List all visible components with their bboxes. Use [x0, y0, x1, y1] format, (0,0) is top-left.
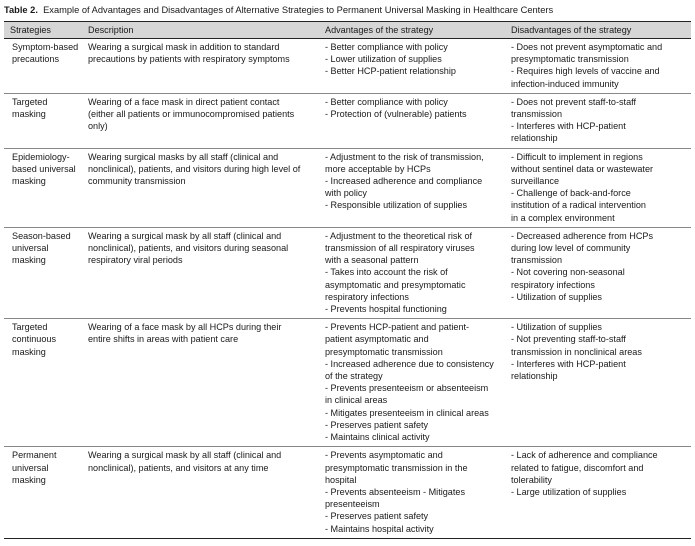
table-row [4, 148, 691, 227]
description-line: Wearing surgical masks by all staff (clinical and [88, 151, 279, 162]
description-line: Wearing of a face mask by all HCPs during their [88, 322, 282, 333]
description-line: Wearing a surgical mask by all staff (clinical and [88, 450, 282, 461]
advantages-line: - Better HCP-patient relationship [325, 66, 456, 77]
advantages-line: - Prevents HCP-patient and patient- [325, 322, 470, 333]
description-cell [82, 39, 319, 94]
strategy-line: masking [12, 255, 46, 266]
description-line: nonclinical), patients, and visitors during seasonal [88, 243, 289, 254]
advantages-line: presymptomatic transmission in the [325, 462, 468, 473]
disadvantages-line: - Utilization of supplies [511, 291, 602, 302]
strategy-line: based universal [12, 163, 76, 174]
disadvantages-line: during low level of community [511, 243, 631, 254]
description-cell [82, 93, 319, 148]
table-row [4, 319, 691, 447]
table-row [4, 93, 691, 148]
disadvantages-line: - Interferes with HCP-patient [511, 358, 626, 369]
advantages-line: - Takes into account the risk of [325, 267, 448, 278]
advantages-line: - Lower utilization of supplies [325, 54, 442, 65]
disadvantages-line: - Not covering non-seasonal [511, 267, 625, 278]
disadvantages-line: - Requires high levels of vaccine and [511, 66, 660, 77]
description-line: only) [88, 121, 108, 132]
disadvantages-line: - Does not prevent staff-to-staff [511, 96, 637, 107]
description-line: respiratory viral periods [88, 255, 183, 266]
strategy-cell [4, 227, 82, 318]
disadvantages-line: relationship [511, 371, 558, 382]
table-row [4, 227, 691, 318]
disadvantages-line: presymptomatic transmission [511, 54, 629, 65]
advantages-cell [319, 447, 505, 538]
disadvantages-line: - Utilization of supplies [511, 322, 602, 333]
advantages-line: - Maintains hospital activity [325, 523, 434, 534]
advantages-line: - Preserves patient safety [325, 511, 429, 522]
strategy-line: Targeted [12, 322, 48, 333]
description-line: entire shifts in areas with patient care [88, 334, 239, 345]
advantages-cell [319, 39, 505, 94]
advantages-line: - Better compliance with policy [325, 42, 448, 52]
advantages-line: - Increased adherence and compliance [325, 176, 483, 187]
advantages-line: presenteeism [325, 499, 380, 510]
table-row [4, 39, 691, 94]
table-title: Example of Advantages and Disadvantages of Alternative Strategies to Permanent Universal Masking in Healthcare Centers [43, 5, 554, 15]
strategies-table [4, 21, 691, 539]
strategy-cell [4, 319, 82, 447]
disadvantages-line: transmission [511, 109, 563, 120]
advantages-line: - Prevents absenteeism - Mitigates [325, 486, 465, 497]
disadvantages-line: transmission in nonclinical areas [511, 346, 642, 357]
advantages-line: - Preserves patient safety [325, 419, 429, 430]
description-line: nonclinical), patients, and visitors at any time [88, 462, 269, 473]
disadvantages-cell [505, 93, 691, 148]
disadvantages-line: tolerability [511, 474, 552, 485]
advantages-line: asymptomatic and presymptomatic [325, 279, 466, 290]
advantages-cell [319, 227, 505, 318]
disadvantages-cell [505, 227, 691, 318]
advantages-line: - Responsible utilization of supplies [325, 200, 468, 211]
header-description: Description [82, 22, 319, 39]
description-cell [82, 148, 319, 227]
disadvantages-line: related to fatigue, discomfort and [511, 462, 644, 473]
header-advantages: Advantages of the strategy [319, 22, 505, 39]
advantages-cell [319, 148, 505, 227]
description-line: Wearing of a face mask in direct patient contact [88, 96, 280, 107]
advantages-cell [319, 319, 505, 447]
advantages-line: with policy [325, 188, 367, 199]
disadvantages-cell [505, 148, 691, 227]
strategy-line: masking [12, 346, 46, 357]
description-line: Wearing a surgical mask by all staff (clinical and [88, 230, 282, 241]
disadvantages-cell [505, 39, 691, 94]
strategy-line: Epidemiology- [12, 151, 70, 162]
disadvantages-line: - Not preventing staff-to-staff [511, 334, 626, 345]
advantages-line: of the strategy [325, 371, 383, 382]
disadvantages-line: relationship [511, 133, 558, 144]
disadvantages-line: transmission [511, 255, 563, 266]
advantages-line: - Better compliance with policy [325, 96, 448, 107]
advantages-line: presymptomatic transmission [325, 346, 443, 357]
advantages-line: - Prevents hospital functioning [325, 304, 447, 315]
advantages-line: more acceptable by HCPs [325, 163, 431, 174]
description-line: community transmission [88, 176, 186, 187]
description-cell [82, 319, 319, 447]
advantages-line: with a seasonal pattern [325, 255, 419, 266]
description-line: Wearing a surgical mask in addition to standard [88, 42, 280, 52]
header-disadvantages: Disadvantages of the strategy [505, 22, 691, 39]
advantages-line: - Prevents presenteeism or absenteeism [325, 383, 489, 394]
advantages-line: - Adjustment to the risk of transmission, [325, 151, 484, 162]
strategy-line: Permanent [12, 450, 57, 461]
advantages-line: - Increased adherence due to consistency [325, 358, 494, 369]
disadvantages-line: - Interferes with HCP-patient [511, 121, 626, 132]
strategy-cell [4, 93, 82, 148]
disadvantages-line: - Large utilization of supplies [511, 486, 627, 497]
description-line: (either all patients or immunocompromised patients [88, 109, 295, 120]
disadvantages-line: infection-induced immunity [511, 78, 619, 89]
table-caption [4, 4, 553, 16]
description-line: precautions by patients with respiratory symptoms [88, 54, 290, 65]
strategy-line: Season-based [12, 230, 71, 241]
advantages-cell [319, 93, 505, 148]
disadvantages-line: - Decreased adherence from HCPs [511, 230, 654, 241]
disadvantages-cell [505, 447, 691, 538]
disadvantages-line: - Difficult to implement in regions [511, 151, 643, 162]
advantages-line: patient asymptomatic and [325, 334, 429, 345]
advantages-line: transmission of all respiratory viruses [325, 243, 475, 254]
strategy-cell [4, 39, 82, 94]
disadvantages-line: surveillance [511, 176, 560, 187]
advantages-line: - Adjustment to the theoretical risk of [325, 230, 473, 241]
strategy-line: continuous [12, 334, 56, 345]
strategy-line: universal [12, 243, 49, 254]
disadvantages-line: in a complex environment [511, 212, 615, 223]
table-row [4, 447, 691, 538]
advantages-line: - Mitigates presenteeism in clinical areas [325, 407, 489, 418]
strategy-cell [4, 148, 82, 227]
disadvantages-line: without sentinel data or wastewater [511, 163, 654, 174]
strategy-line: universal [12, 462, 49, 473]
disadvantages-line: - Lack of adherence and compliance [511, 450, 658, 461]
advantages-line: - Maintains clinical activity [325, 432, 430, 443]
strategy-line: Targeted [12, 96, 48, 107]
header-strategies: Strategies [4, 22, 82, 39]
advantages-line: in clinical areas [325, 395, 388, 406]
advantages-line: hospital [325, 474, 357, 485]
strategy-line: masking [12, 109, 46, 120]
disadvantages-line: - Challenge of back-and-force [511, 188, 631, 199]
strategy-cell [4, 447, 82, 538]
advantages-line: respiratory infections [325, 291, 409, 302]
strategy-line: masking [12, 176, 46, 187]
strategy-line: precautions [12, 54, 60, 65]
advantages-line: - Prevents asymptomatic and [325, 450, 443, 461]
strategy-line: masking [12, 474, 46, 485]
strategy-line: Symptom-based [12, 42, 79, 52]
disadvantages-line: institution of a radical intervention [511, 200, 646, 211]
disadvantages-cell [505, 319, 691, 447]
description-cell [82, 447, 319, 538]
description-line: nonclinical), patients, and visitors during high level of [88, 163, 301, 174]
advantages-line: - Protection of (vulnerable) patients [325, 109, 467, 120]
disadvantages-line: respiratory infections [511, 279, 595, 290]
description-cell [82, 227, 319, 318]
table-label: Table 2. [4, 5, 38, 15]
disadvantages-line: - Does not prevent asymptomatic and [511, 42, 663, 52]
table-header-row [4, 22, 691, 39]
